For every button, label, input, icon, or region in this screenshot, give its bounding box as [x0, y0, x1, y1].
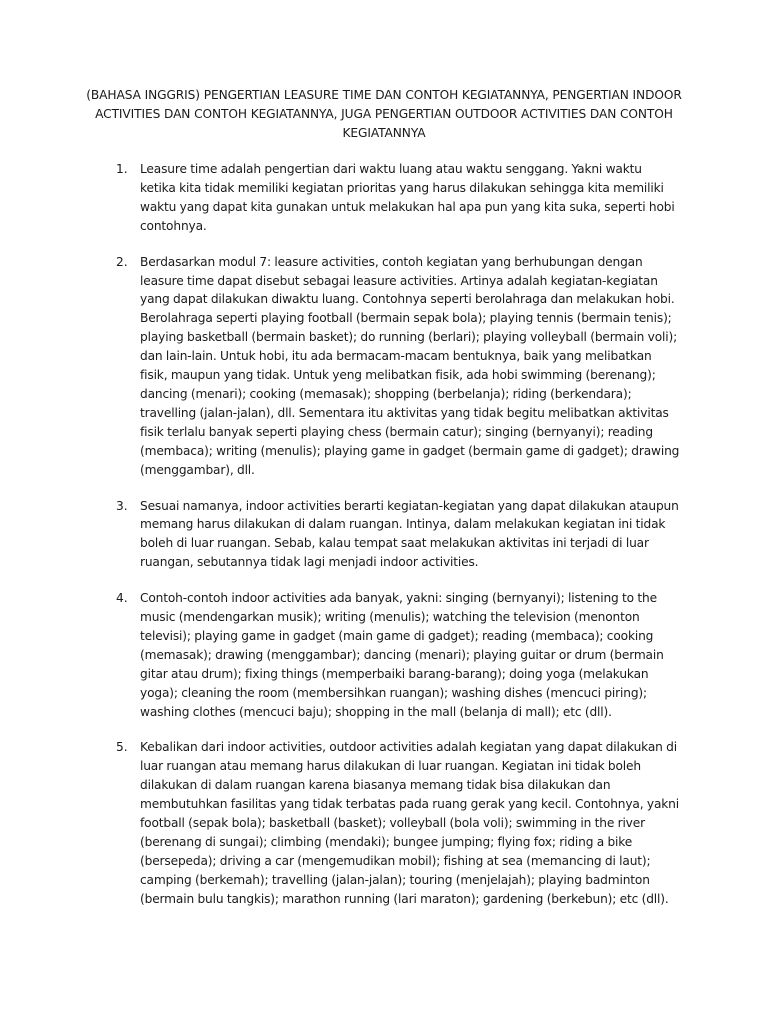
list-item [0, 738, 768, 908]
list-item-number: 1. [116, 162, 128, 176]
list-item-number: 5. [116, 740, 128, 755]
list-item [0, 589, 768, 721]
list-item [0, 497, 768, 573]
list-item-text: Kebalikan dari indoor activities, outdoor activities adalah kegiatan yang dapat dilakukan di luar ruangan atau memang harus dilakukan di luar ruangan. Kegiatan ini tidak boleh dilakukan di dalam ruangan karena biasanya memang tidak bisa dilakukan dan membutuhkan fasilitas yang tidak terbatas pada ruang gerak yang kecil. Contohnya, yakni football (sepak bola); basketball (basket); volleyball (bola voli); swimming in the river (berenang di sungai); climbing (mendaki); bungee jumping; flying fox; riding a bike (bersepeda); driving a car (mengemudikan mobil); fishing at sea (memancing di laut); camping (berkemah); travelling (jalan-jalan); touring (menjelajah); playing badminton (bermain bulu tangkis); marathon running (lari maraton); gardening (berkebun); etc (dll). [140, 740, 679, 906]
numbered-list [0, 160, 768, 926]
list-item-text: Berdasarkan modul 7: leasure activities, contoh kegiatan yang berhubungan dengan leasure time dapat disebut sebagai leasure activities. Artinya adalah kegiatan-kegiatan yang dapat dilakukan diwaktu luang. Contohnya seperti berolahraga dan melakukan hobi. Berolahraga seperti playing football (bermain sepak bola); playing tennis (bermain tenis); playing basketball (bermain basket); do running (berlari); playing volleyball (bermain voli); dan lain-lain. Untuk hobi, itu ada bermacam-macam bentuknya, baik yang melibatkan fisik, maupun yang tidak. Untuk yeng melibatkan fisik, ada hobi swimming (berenang); dancing (menari); cooking (memasak); shopping (berbelanja); riding (berkendara); travelling (jalan-jalan), dll. Sementara itu aktivitas yang tidak begitu melibatkan aktivitas fisik terlalu banyak seperti playing chess (bermain catur); singing (bernyanyi); reading (membaca); writing (menulis); playing game in gadget (bermain game di gadget); drawing (menggambar), dll. [140, 254, 680, 477]
list-item [0, 160, 768, 236]
list-item-text: Contoh-contoh indoor activities ada banyak, yakni: singing (bernyanyi); listening to the music (mendengarkan musik); writing (menulis); watching the television (menonton televisi); playing game in gadget (main game di gadget); reading (membaca); cooking (memasak); drawing (menggambar); dancing (menari); playing guitar or drum (bermain gitar atau drum); fixing things (memperbaiki barang-barang); doing yoga (melakukan yoga); cleaning the room (membersihkan ruangan); washing dishes (mencuci piring); washing clothes (mencuci baju); shopping in the mall (belanja di mall); etc (dll). [140, 591, 664, 719]
list-item-text: Leasure time adalah pengertian dari waktu luang atau waktu senggang. Yakni waktu ketika kita tidak memiliki kegiatan prioritas yang harus dilakukan sehingga kita memiliki waktu yang dapat kita gunakan untuk melakukan hal apa pun yang kita suka, seperti hobi contohnya. [140, 162, 675, 233]
list-item-number: 3. [116, 498, 128, 513]
list-item-number: 4. [116, 591, 128, 606]
list-item-number: 2. [116, 254, 128, 269]
list-item [0, 253, 768, 480]
document-title: (BAHASA INGGRIS) PENGERTIAN LEASURE TIME DAN CONTOH KEGIATANNYA, PENGERTIAN INDOOR ACTIVITIES DAN CONTOH KEGIATANNYA, JUGA PENGERTIAN OUTDOOR ACTIVITIES DAN CONTOH KEGIATANNYA [86, 88, 682, 140]
list-item-text: Sesuai namanya, indoor activities berarti kegiatan-kegiatan yang dapat dilakukan ataupun memang harus dilakukan di dalam ruangan. Intinya, dalam melakukan kegiatan ini tidak boleh di luar ruangan. Sebab, kalau tempat saat melakukan aktivitas ini terjadi di luar ruangan, sebutannya tidak lagi menjadi indoor activities. [140, 498, 679, 570]
